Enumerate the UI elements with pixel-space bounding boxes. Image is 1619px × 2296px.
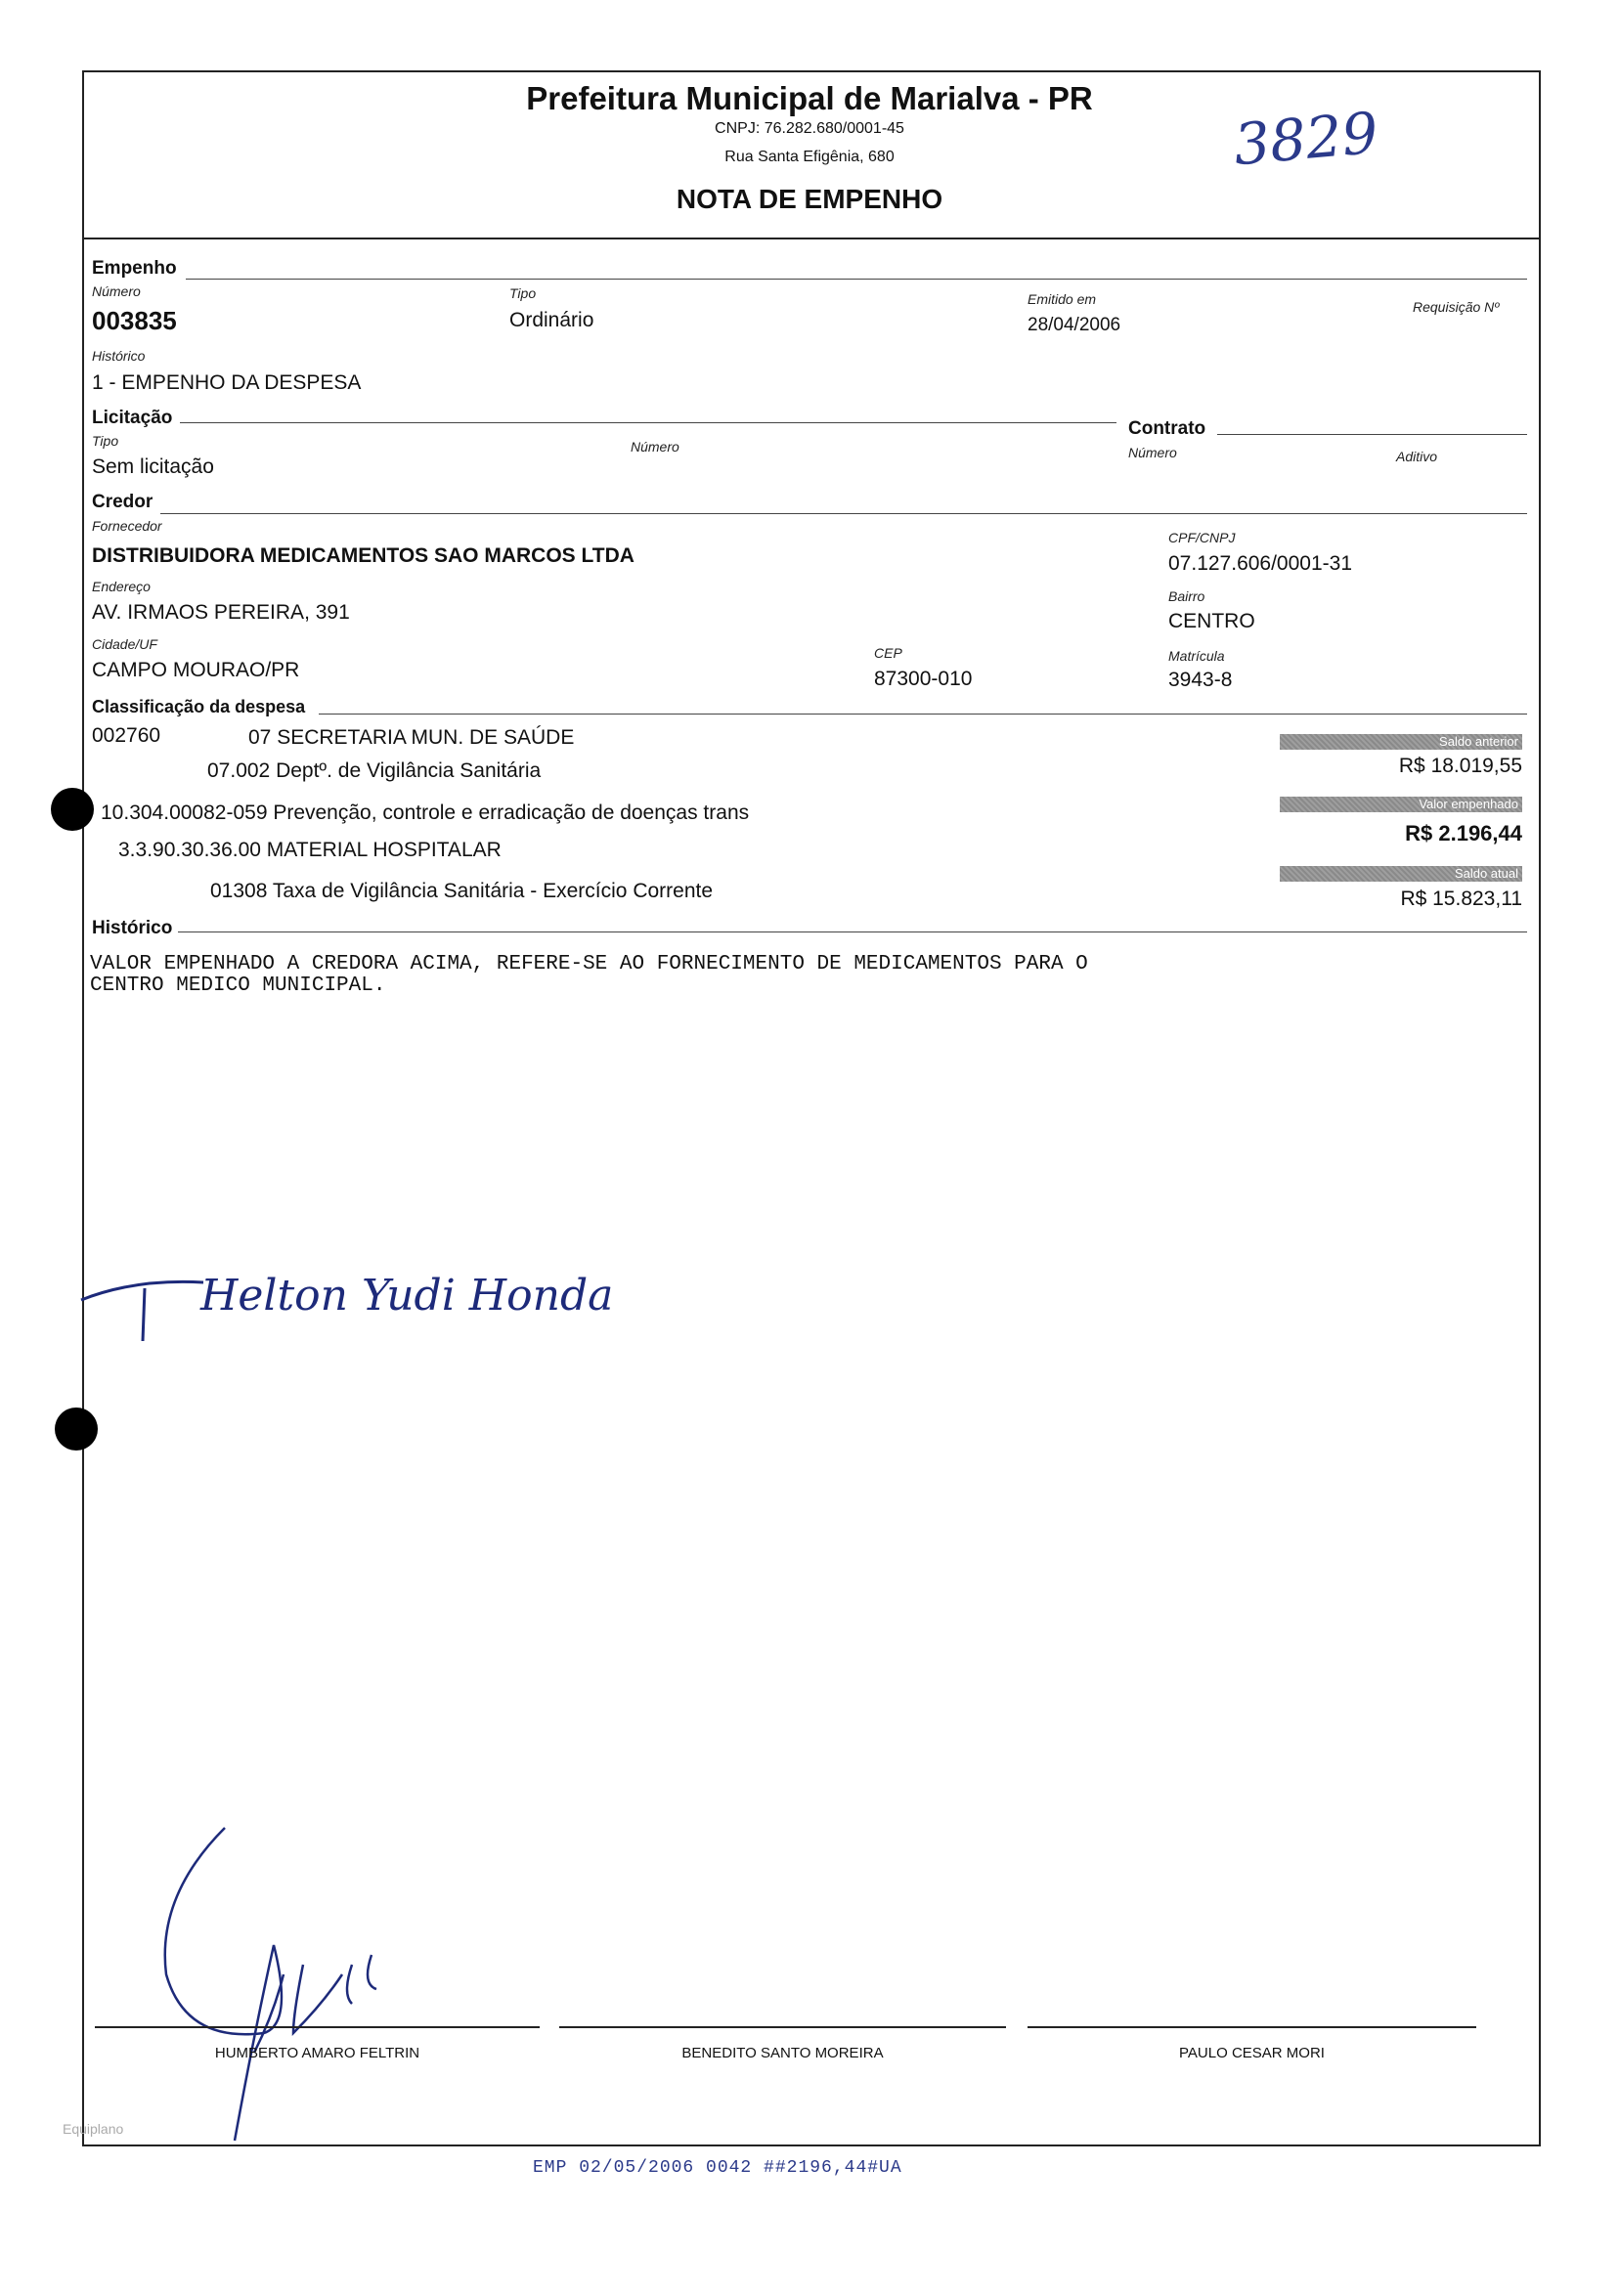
signature-line-1 [95, 2026, 540, 2028]
historico-line-2: CENTRO MEDICO MUNICIPAL. [90, 975, 386, 997]
saldo-atual-bar [1280, 866, 1522, 882]
classificacao-codigo: 002760 [92, 724, 161, 747]
signature-line-3 [1028, 2026, 1476, 2028]
signatory-3: PAULO CESAR MORI [1179, 2045, 1325, 2061]
software-watermark: Equiplano [63, 2121, 124, 2137]
header-separator [82, 238, 1541, 239]
endereco-value: AV. IRMAOS PEREIRA, 391 [92, 601, 350, 624]
credor-rule [160, 513, 1527, 514]
empenho-tipo-label: Tipo [509, 285, 537, 301]
valor-empenhado-bar [1280, 797, 1522, 812]
handwritten-number: 3829 [1231, 99, 1381, 179]
punch-hole-bottom [55, 1408, 98, 1451]
matricula-value: 3943-8 [1168, 669, 1233, 691]
punch-hole-top [51, 788, 94, 831]
cidade-value: CAMPO MOURAO/PR [92, 659, 300, 681]
matricula-label: Matrícula [1168, 648, 1225, 664]
classificacao-fonte: 01308 Taxa de Vigilância Sanitária - Exercício Corrente [210, 880, 714, 902]
historico-rule [174, 931, 1527, 932]
empenho-tipo: Ordinário [509, 309, 594, 331]
cpf-cnpj-label: CPF/CNPJ [1168, 530, 1236, 545]
cpf-cnpj-value: 07.127.606/0001-31 [1168, 552, 1353, 575]
classificacao-section-label: Classificação da despesa [92, 697, 311, 717]
empenho-section-label: Empenho [92, 258, 183, 280]
valor-empenhado-label: Valor empenhado [1419, 797, 1518, 811]
cidade-label: Cidade/UF [92, 636, 157, 652]
empenho-rule [186, 279, 1527, 280]
cep-value: 87300-010 [874, 668, 973, 690]
signature-scribble [156, 1818, 430, 2150]
licitacao-numero-label: Número [631, 439, 679, 455]
bairro-label: Bairro [1168, 588, 1205, 604]
signatory-2: BENEDITO SANTO MOREIRA [681, 2045, 884, 2061]
classificacao-rule [319, 714, 1527, 715]
header-address: Rua Santa Efigênia, 680 [724, 149, 895, 165]
saldo-atual-value: R$ 15.823,11 [1400, 888, 1522, 910]
document-type-title: NOTA DE EMPENHO [676, 184, 943, 214]
signature-line-2 [559, 2026, 1006, 2028]
empenho-historico-label: Histórico [92, 348, 146, 364]
licitacao-rule [180, 422, 1116, 423]
bairro-value: CENTRO [1168, 610, 1255, 632]
licitacao-tipo: Sem licitação [92, 455, 214, 478]
empenho-numero-label: Número [92, 283, 141, 299]
requisicao-label: Requisição Nº [1413, 299, 1500, 315]
historico-section-label: Histórico [92, 918, 178, 939]
signatory-1: HUMBERTO AMARO FELTRIN [214, 2045, 420, 2061]
fornecedor-name: DISTRIBUIDORA MEDICAMENTOS SAO MARCOS LTDA [92, 544, 634, 567]
saldo-anterior-value: R$ 18.019,55 [1398, 755, 1522, 777]
valor-empenhado-value: R$ 2.196,44 [1405, 821, 1522, 845]
credor-section-label: Credor [92, 492, 158, 513]
saldo-anterior-bar [1280, 734, 1522, 750]
page-title: Prefeitura Municipal de Marialva - PR [526, 80, 1093, 116]
contrato-section-label: Contrato [1128, 418, 1211, 440]
historico-line-1: VALOR EMPENHADO A CREDORA ACIMA, REFERE-SE AO FORNECIMENTO DE MEDICAMENTOS PARA O [90, 953, 1088, 975]
empenho-historico: 1 - EMPENHO DA DESPESA [92, 371, 362, 394]
cashier-stamp: EMP 02/05/2006 0042 ##2196,44#UA [533, 2158, 902, 2178]
aditivo-label: Aditivo [1396, 449, 1438, 464]
licitacao-section-label: Licitação [92, 408, 178, 429]
emitido-label: Emitido em [1028, 291, 1097, 307]
handwritten-signature: Helton Yudi Honda [200, 1271, 614, 1321]
fornecedor-label: Fornecedor [92, 518, 162, 534]
cep-label: CEP [874, 645, 902, 661]
endereco-label: Endereço [92, 579, 151, 594]
classificacao-orgao: 07 SECRETARIA MUN. DE SAÚDE [248, 726, 575, 749]
licitacao-tipo-label: Tipo [92, 433, 119, 449]
empenho-numero: 003835 [92, 306, 177, 335]
emitido-date: 28/04/2006 [1028, 315, 1121, 335]
classificacao-unidade: 07.002 Deptº. de Vigilância Sanitária [207, 759, 542, 782]
classificacao-natureza: 3.3.90.30.36.00 MATERIAL HOSPITALAR [118, 839, 502, 861]
saldo-atual-label: Saldo atual [1454, 866, 1518, 881]
header-cnpj: CNPJ: 76.282.680/0001-45 [715, 120, 904, 137]
contrato-rule [1217, 434, 1527, 435]
saldo-anterior-label: Saldo anterior [1439, 734, 1518, 749]
classificacao-funcional: 10.304.00082-059 Prevenção, controle e erradicação de doenças trans [101, 801, 750, 824]
contrato-numero-label: Número [1128, 445, 1177, 460]
